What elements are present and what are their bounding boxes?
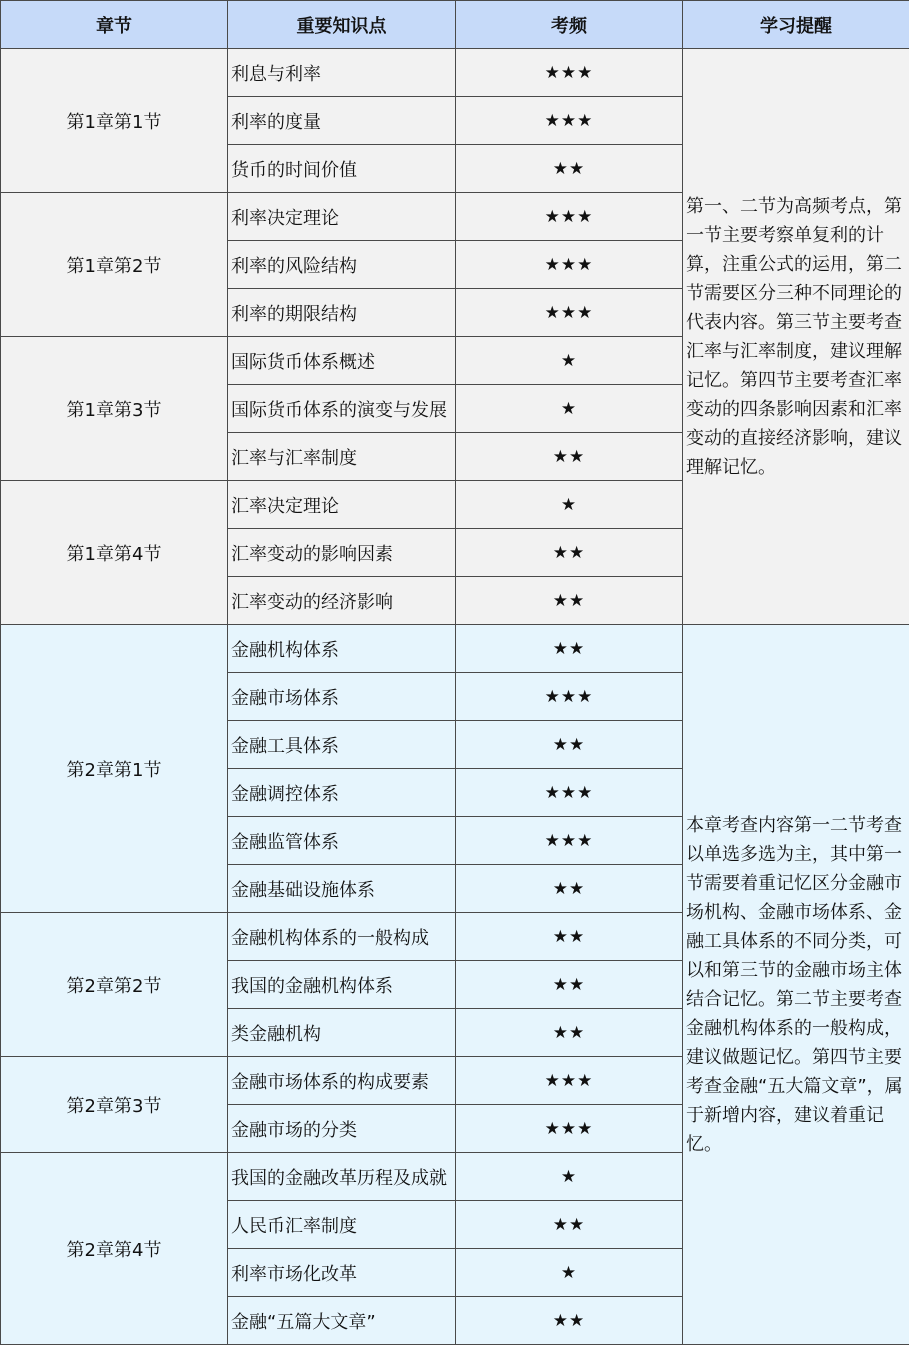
header-row xyxy=(1,1,909,49)
topic-cell: 金融监管体系 xyxy=(228,817,456,865)
frequency-stars: ★★ xyxy=(456,913,683,961)
topic-cell: 类金融机构 xyxy=(228,1009,456,1057)
frequency-stars: ★★ xyxy=(456,577,683,625)
frequency-stars: ★★ xyxy=(456,865,683,913)
table-row xyxy=(1,625,909,673)
topic-cell: 汇率变动的影响因素 xyxy=(228,529,456,577)
topic-cell: 利率的度量 xyxy=(228,97,456,145)
topic-cell: 金融市场的分类 xyxy=(228,1105,456,1153)
frequency-stars: ★★★ xyxy=(456,769,683,817)
topic-cell: 我国的金融机构体系 xyxy=(228,961,456,1009)
section-cell: 第1章第3节 xyxy=(1,337,228,481)
frequency-stars: ★★ xyxy=(456,433,683,481)
header-tip: 学习提醒 xyxy=(683,1,909,49)
frequency-stars: ★★ xyxy=(456,1297,683,1345)
topic-cell: 利息与利率 xyxy=(228,49,456,97)
table-body xyxy=(1,49,909,1345)
study-tip-cell: 本章考查内容第一二节考查以单选多选为主，其中第一节需要着重记忆区分金融市场机构、金融市场体系、金融工具体系的不同分类，可以和第三节的金融市场主体结合记忆。第二节主要考查金融机构体系的一般构成，建议做题记忆。第四节主要考查金融“五大篇文章”，属于新增内容，建议着重记忆。 xyxy=(683,625,909,1345)
section-cell: 第2章第3节 xyxy=(1,1057,228,1153)
topic-cell: 货币的时间价值 xyxy=(228,145,456,193)
topic-cell: 国际货币体系的演变与发展 xyxy=(228,385,456,433)
frequency-stars: ★ xyxy=(456,481,683,529)
table-row xyxy=(1,49,909,97)
frequency-stars: ★★★ xyxy=(456,193,683,241)
topic-cell: 汇率与汇率制度 xyxy=(228,433,456,481)
topic-cell: 汇率变动的经济影响 xyxy=(228,577,456,625)
frequency-stars: ★★ xyxy=(456,961,683,1009)
frequency-stars: ★ xyxy=(456,1249,683,1297)
topic-cell: 金融机构体系的一般构成 xyxy=(228,913,456,961)
section-cell: 第1章第2节 xyxy=(1,193,228,337)
topic-cell: 利率决定理论 xyxy=(228,193,456,241)
header-frequency: 考频 xyxy=(456,1,683,49)
frequency-stars: ★★ xyxy=(456,145,683,193)
frequency-stars: ★★★ xyxy=(456,673,683,721)
topic-cell: 汇率决定理论 xyxy=(228,481,456,529)
frequency-stars: ★★ xyxy=(456,721,683,769)
topic-cell: 金融市场体系 xyxy=(228,673,456,721)
frequency-stars: ★★★ xyxy=(456,289,683,337)
frequency-stars: ★★★ xyxy=(456,817,683,865)
section-cell: 第1章第4节 xyxy=(1,481,228,625)
topic-cell: 金融机构体系 xyxy=(228,625,456,673)
section-cell: 第2章第4节 xyxy=(1,1153,228,1345)
frequency-stars: ★★★ xyxy=(456,1105,683,1153)
frequency-stars: ★ xyxy=(456,337,683,385)
header-chapter: 章节 xyxy=(1,1,228,49)
frequency-stars: ★★★ xyxy=(456,1057,683,1105)
frequency-stars: ★★★ xyxy=(456,97,683,145)
topic-cell: 利率的风险结构 xyxy=(228,241,456,289)
frequency-stars: ★★ xyxy=(456,1201,683,1249)
section-cell: 第2章第2节 xyxy=(1,913,228,1057)
topic-cell: 利率市场化改革 xyxy=(228,1249,456,1297)
frequency-stars: ★★ xyxy=(456,625,683,673)
section-cell: 第2章第1节 xyxy=(1,625,228,913)
topic-cell: 国际货币体系概述 xyxy=(228,337,456,385)
frequency-stars: ★★★ xyxy=(456,49,683,97)
section-cell: 第1章第1节 xyxy=(1,49,228,193)
topic-cell: 人民币汇率制度 xyxy=(228,1201,456,1249)
topic-cell: 我国的金融改革历程及成就 xyxy=(228,1153,456,1201)
topic-cell: 利率的期限结构 xyxy=(228,289,456,337)
header-topic: 重要知识点 xyxy=(228,1,456,49)
topic-cell: 金融工具体系 xyxy=(228,721,456,769)
frequency-stars: ★ xyxy=(456,385,683,433)
topic-cell: 金融基础设施体系 xyxy=(228,865,456,913)
frequency-stars: ★★★ xyxy=(456,241,683,289)
topic-cell: 金融“五篇大文章” xyxy=(228,1297,456,1345)
frequency-stars: ★★ xyxy=(456,529,683,577)
frequency-stars: ★★ xyxy=(456,1009,683,1057)
topic-cell: 金融市场体系的构成要素 xyxy=(228,1057,456,1105)
frequency-stars: ★ xyxy=(456,1153,683,1201)
topic-cell: 金融调控体系 xyxy=(228,769,456,817)
study-tip-cell: 第一、二节为高频考点，第一节主要考察单复利的计算，注重公式的运用，第二节需要区分三种不同理论的代表内容。第三节主要考查汇率与汇率制度，建议理解记忆。第四节主要考查汇率变动的四条影响因素和汇率变动的直接经济影响，建议理解记忆。 xyxy=(683,49,909,625)
